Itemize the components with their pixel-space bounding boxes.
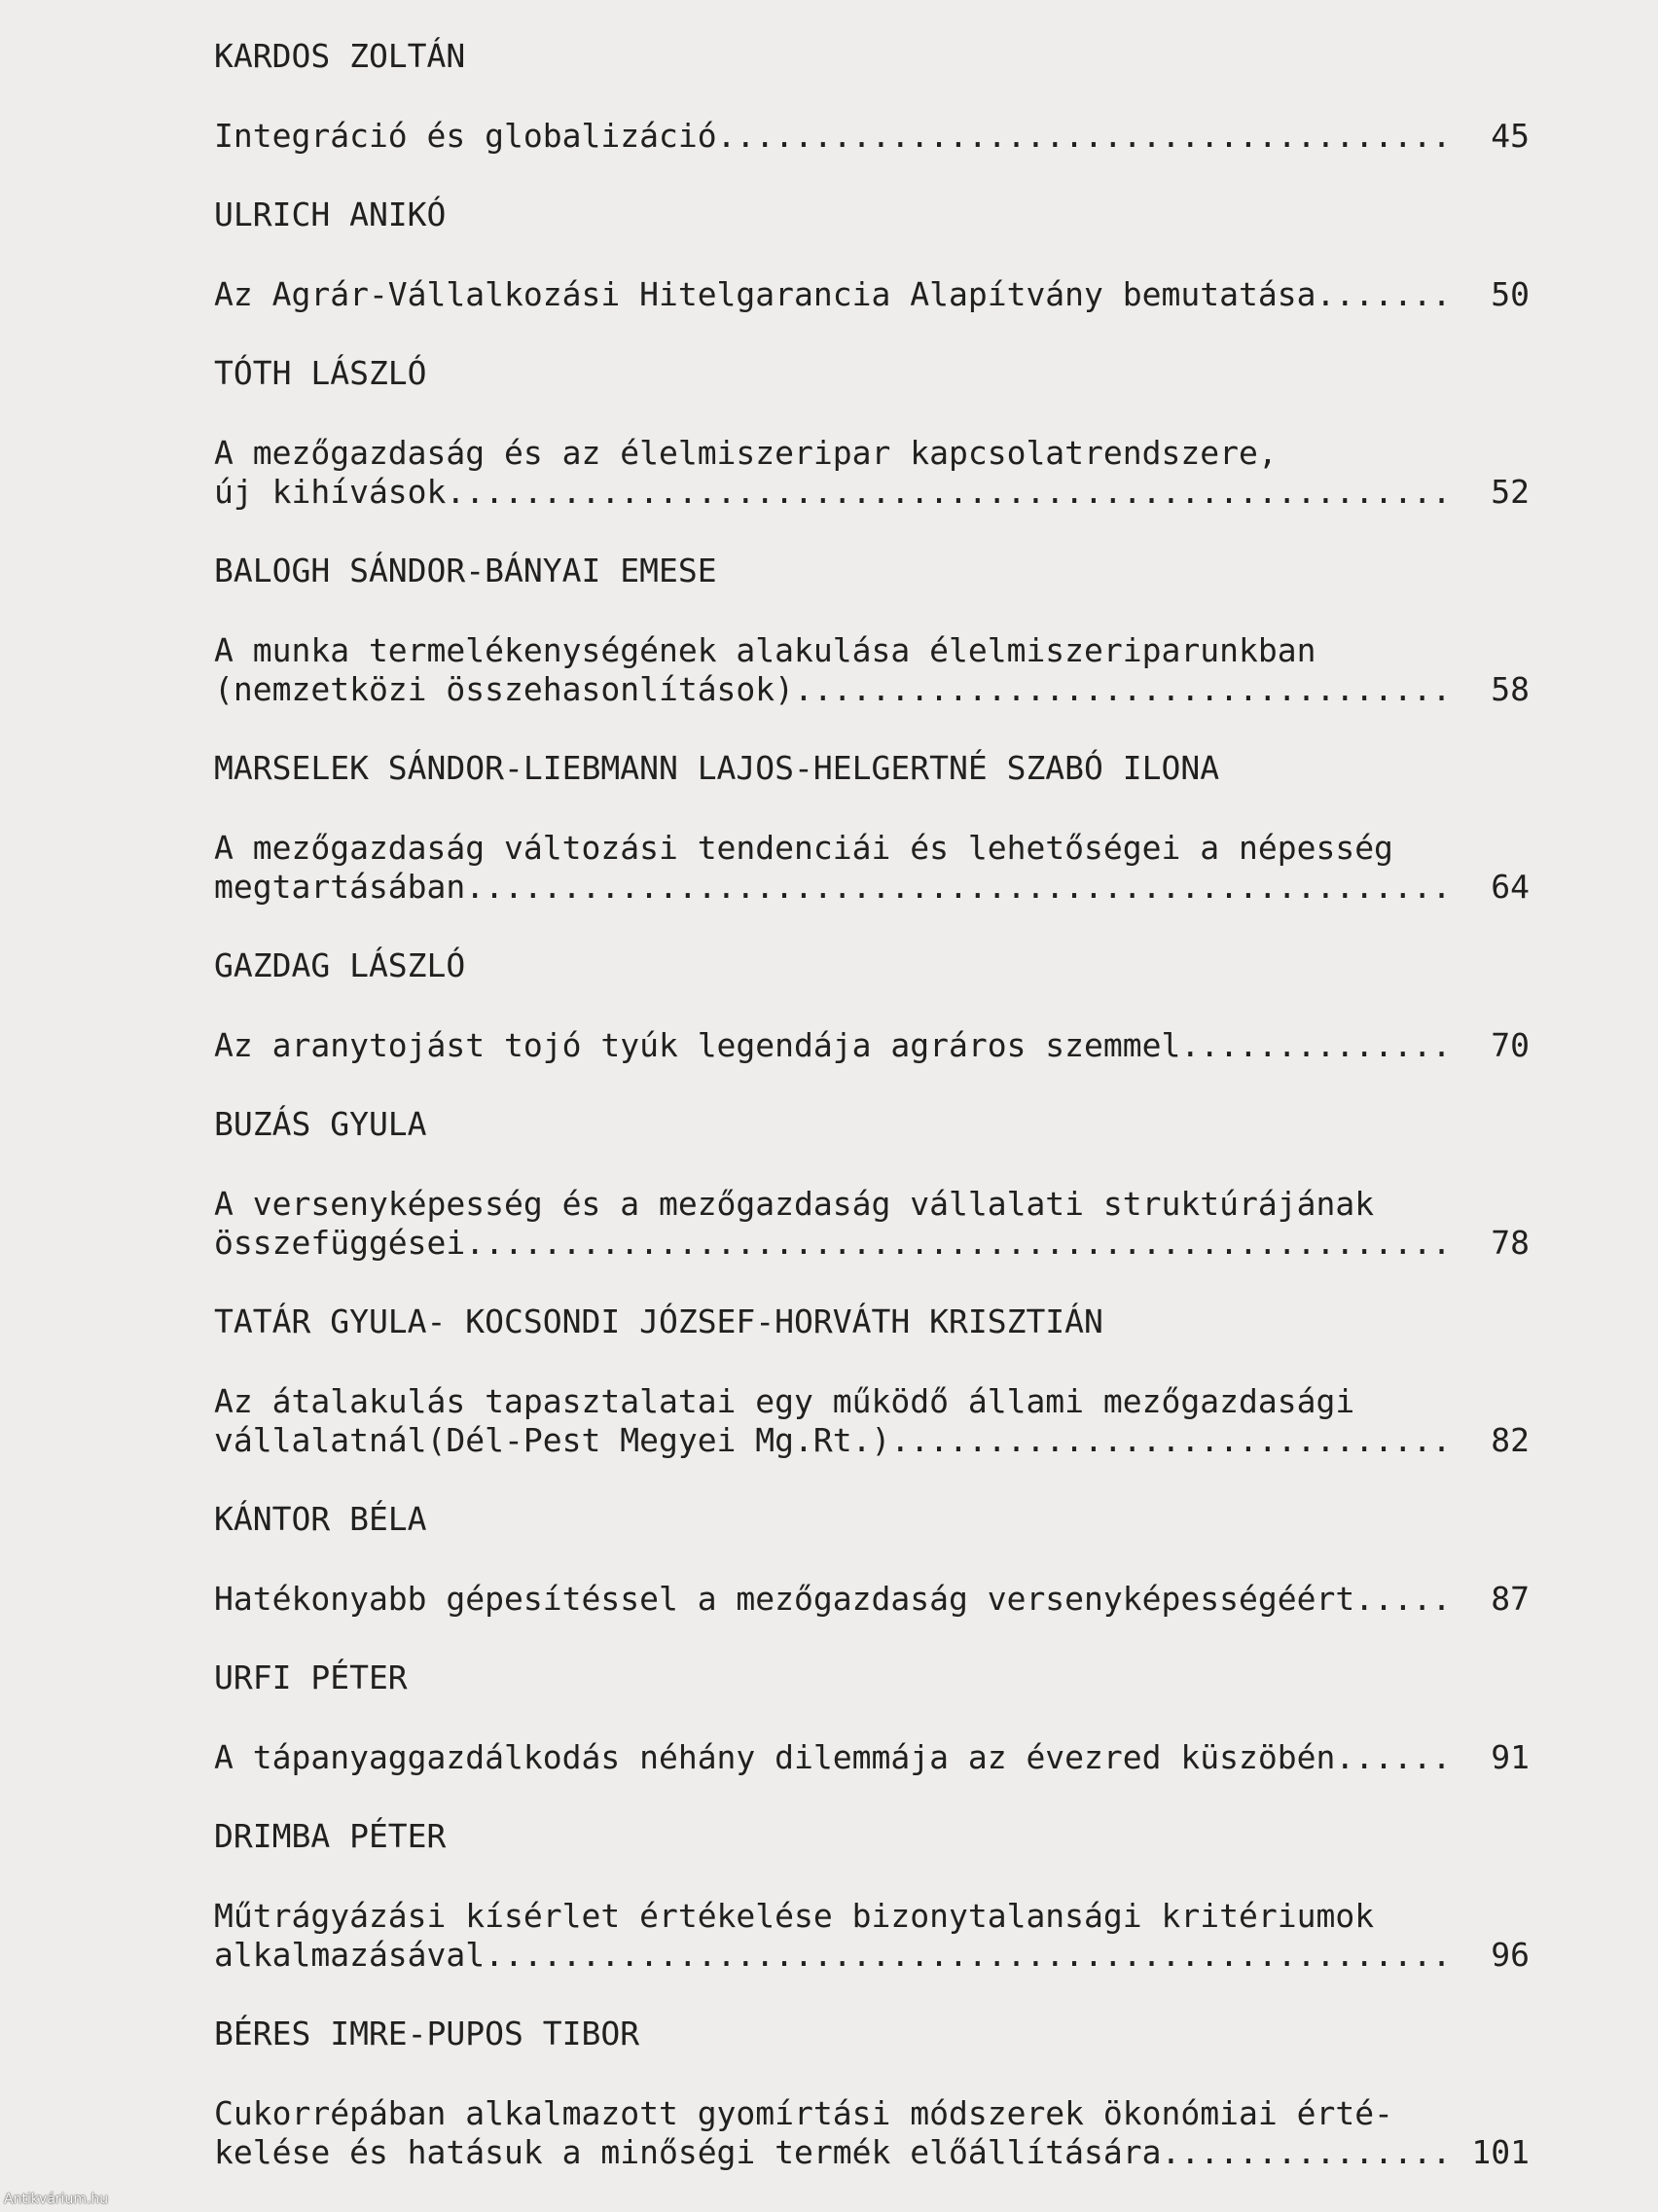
title-line: Cukorrépában alkalmazott gyomírtási módszerek ökonómiai érté- bbox=[214, 2094, 1393, 2132]
title-line bbox=[214, 670, 1530, 709]
entry-title bbox=[214, 1580, 1530, 1619]
title-line bbox=[214, 1026, 1530, 1065]
title-line: Műtrágyázási kísérlet értékelése bizonytalansági kritériumok bbox=[214, 1897, 1375, 1935]
toc-entry bbox=[214, 37, 1530, 156]
title-line bbox=[214, 1580, 1530, 1619]
page-number: 45 bbox=[1491, 117, 1530, 155]
title-text: alkalmazásával bbox=[214, 1936, 486, 1974]
toc-entry bbox=[214, 1659, 1530, 1777]
toc-entry bbox=[214, 552, 1530, 709]
title-line: A versenyképesség és a mezőgazdaság vállalati struktúrájának bbox=[214, 1185, 1375, 1223]
title-line bbox=[214, 117, 1530, 156]
page-number: 70 bbox=[1491, 1026, 1530, 1064]
title-line bbox=[214, 868, 1530, 907]
title-text: megtartásában bbox=[214, 868, 466, 906]
table-of-contents bbox=[214, 37, 1530, 2212]
page-number: 50 bbox=[1491, 275, 1530, 313]
toc-entry bbox=[214, 1302, 1530, 1460]
entry-title bbox=[214, 117, 1530, 156]
title-line bbox=[214, 275, 1530, 314]
author-name: DRIMBA PÉTER bbox=[214, 1817, 447, 1855]
dot-leader bbox=[890, 1421, 1446, 1460]
entry-title bbox=[214, 829, 1530, 907]
author-name: MARSELEK SÁNDOR-LIEBMANN LAJOS-HELGERTNÉ SZABÓ ILONA bbox=[214, 749, 1220, 787]
entry-title bbox=[214, 1026, 1530, 1065]
dot-leader bbox=[717, 117, 1446, 156]
dot-leader bbox=[1162, 2133, 1446, 2172]
dot-leader bbox=[1316, 275, 1446, 314]
page-number: 96 bbox=[1491, 1936, 1530, 1974]
author-name: TATÁR GYULA- KOCSONDI JÓZSEF-HORVÁTH KRISZTIÁN bbox=[214, 1302, 1103, 1340]
dot-leader bbox=[1354, 1580, 1446, 1619]
entry-title bbox=[214, 275, 1530, 314]
author-name: URFI PÉTER bbox=[214, 1659, 408, 1696]
title-text: Integráció és globalizáció bbox=[214, 117, 717, 155]
title-text: (nemzetközi összehasonlítások) bbox=[214, 670, 795, 708]
entry-title bbox=[214, 631, 1530, 709]
toc-entry bbox=[214, 2015, 1530, 2172]
title-line bbox=[214, 1936, 1530, 1975]
dot-leader bbox=[794, 670, 1446, 709]
title-text: Az Agrár-Vállalkozási Hitelgarancia Alapítvány bemutatása bbox=[214, 275, 1316, 313]
author-name: KÁNTOR BÉLA bbox=[214, 1500, 427, 1538]
title-line: A mezőgazdaság változási tendenciái és lehetőségei a népesség bbox=[214, 829, 1393, 867]
page-number: 58 bbox=[1491, 670, 1530, 708]
page-number: 52 bbox=[1491, 473, 1530, 511]
title-line bbox=[214, 1421, 1530, 1460]
title-line: A munka termelékenységének alakulása élelmiszeriparunkban bbox=[214, 631, 1316, 669]
title-text: összefüggései bbox=[214, 1224, 466, 1262]
title-text: Hatékonyabb gépesítéssel a mezőgazdaság versenyképességéért bbox=[214, 1580, 1355, 1618]
toc-entry bbox=[214, 354, 1530, 512]
dot-leader bbox=[465, 868, 1446, 907]
entry-title bbox=[214, 1185, 1530, 1263]
page-number: 64 bbox=[1491, 868, 1530, 906]
page-number: 101 bbox=[1471, 2133, 1530, 2171]
watermark: Antikvárium.hu bbox=[4, 2192, 109, 2207]
dot-leader bbox=[465, 1224, 1446, 1263]
toc-entry bbox=[214, 196, 1530, 314]
dot-leader bbox=[1180, 1026, 1446, 1065]
page-number: 87 bbox=[1491, 1580, 1530, 1618]
author-name: BÉRES IMRE-PUPOS TIBOR bbox=[214, 2015, 640, 2052]
title-line bbox=[214, 473, 1530, 512]
toc-entry bbox=[214, 1500, 1530, 1619]
entry-title bbox=[214, 1897, 1530, 1975]
page-number: 91 bbox=[1491, 1738, 1530, 1776]
title-text: A tápanyaggazdálkodás néhány dilemmája az évezred küszöbén bbox=[214, 1738, 1336, 1776]
author-name: KARDOS ZOLTÁN bbox=[214, 37, 466, 75]
title-line: A mezőgazdaság és az élelmiszeripar kapcsolatrendszere, bbox=[214, 434, 1278, 472]
entry-title bbox=[214, 1382, 1530, 1460]
entry-title bbox=[214, 434, 1530, 512]
toc-entry bbox=[214, 749, 1530, 907]
title-line bbox=[214, 2133, 1530, 2172]
toc-entry bbox=[214, 946, 1530, 1065]
title-line: Az átalakulás tapasztalatai egy működő állami mezőgazdasági bbox=[214, 1382, 1355, 1420]
author-name: GAZDAG LÁSZLÓ bbox=[214, 946, 466, 984]
dot-leader bbox=[446, 473, 1446, 512]
title-line bbox=[214, 1224, 1530, 1263]
author-name: TÓTH LÁSZLÓ bbox=[214, 354, 427, 392]
dot-leader bbox=[1335, 1738, 1446, 1777]
title-text: új kihívások bbox=[214, 473, 447, 511]
title-text: Az aranytojást tojó tyúk legendája agráros szemmel bbox=[214, 1026, 1181, 1064]
title-text: vállalatnál(Dél-Pest Megyei Mg.Rt.) bbox=[214, 1421, 891, 1459]
page-number: 78 bbox=[1491, 1224, 1530, 1262]
entry-title bbox=[214, 1738, 1530, 1777]
title-text: kelése és hatásuk a minőségi termék előállítására bbox=[214, 2133, 1162, 2171]
author-name: ULRICH ANIKÓ bbox=[214, 196, 447, 233]
page-number: 82 bbox=[1491, 1421, 1530, 1459]
author-name: BUZÁS GYULA bbox=[214, 1105, 427, 1143]
dot-leader bbox=[485, 1936, 1446, 1975]
toc-entry bbox=[214, 1817, 1530, 1975]
title-line bbox=[214, 1738, 1530, 1777]
toc-entry bbox=[214, 1105, 1530, 1263]
author-name: BALOGH SÁNDOR-BÁNYAI EMESE bbox=[214, 552, 717, 589]
entry-title bbox=[214, 2094, 1530, 2172]
